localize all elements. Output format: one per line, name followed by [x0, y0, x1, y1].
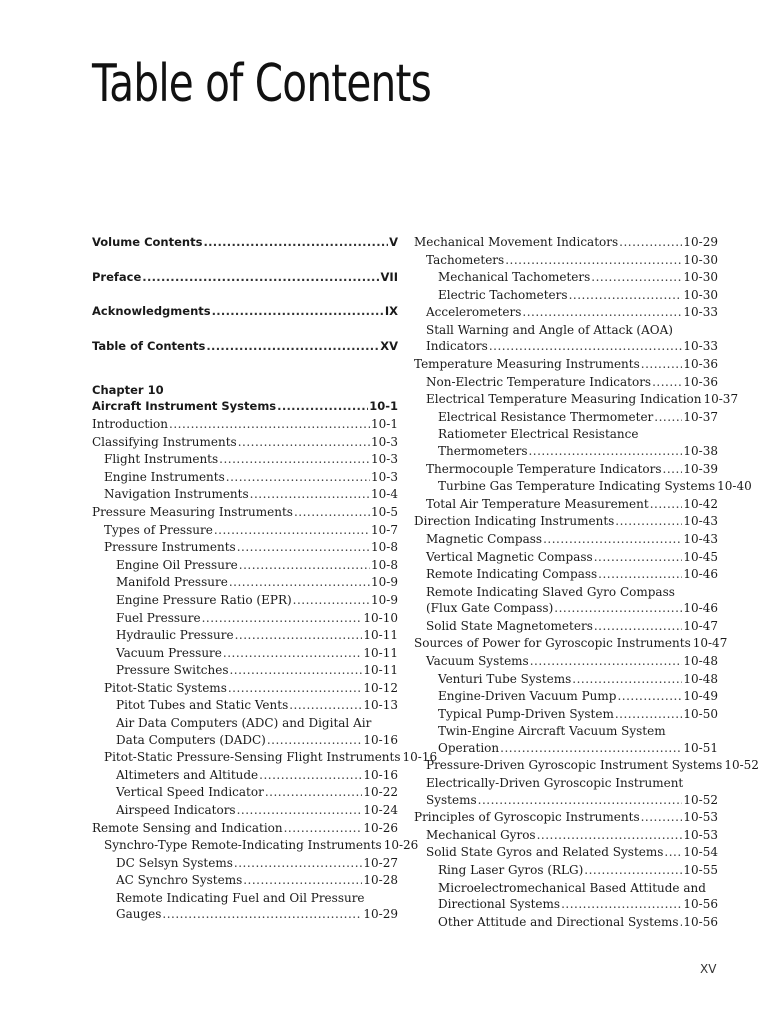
toc-entry[interactable] — [414, 461, 718, 479]
leader-dots — [202, 610, 363, 628]
toc-entry-page: 10-30 — [683, 252, 718, 267]
toc-entry-title: Altimeters and Altitude — [116, 767, 259, 782]
toc-entry-title: Pressure Measuring Instruments — [92, 504, 293, 519]
toc-entry-title: (Flux Gate Compass) — [426, 601, 554, 616]
toc-entry-page: 10-43 — [683, 531, 718, 546]
leader-dots — [537, 827, 683, 845]
leader-dots — [663, 461, 683, 479]
toc-entry-page: 10-10 — [363, 610, 398, 625]
toc-entry-title: Magnetic Compass — [426, 531, 543, 546]
leader-dots — [530, 653, 683, 671]
toc-entry-page: 10-36 — [683, 374, 718, 389]
toc-entry-title: Solid State Gyros and Related Systems — [426, 845, 664, 860]
toc-entry-title: Other Attitude and Directional Systems — [438, 914, 679, 929]
toc-entry-title: Electric Tachometers — [438, 287, 568, 302]
front-matter-list — [92, 234, 398, 372]
leader-dots — [237, 539, 370, 557]
toc-entry[interactable] — [92, 574, 398, 592]
toc-entry-page: 10-16 — [402, 750, 438, 765]
toc-entry-page: 10-37 — [683, 409, 718, 424]
leader-dots — [569, 287, 683, 305]
toc-entry-title: Turbine Gas Temperature Indicating Systems — [438, 479, 716, 494]
toc-entry[interactable] — [414, 478, 752, 496]
toc-entry-title: Pressure-Driven Gyroscopic Instrument Systems — [426, 758, 723, 773]
page-title: Table of Contents — [92, 54, 431, 114]
toc-entry[interactable] — [92, 338, 398, 356]
toc-entry[interactable] — [414, 287, 718, 305]
leader-dots — [229, 574, 370, 592]
leader-dots — [561, 896, 682, 914]
toc-entry-page: 10-52 — [724, 758, 759, 773]
toc-entry-line1: Microelectromechanical Based Attitude and — [438, 880, 706, 895]
page-number: XV — [700, 962, 717, 976]
toc-entry-page: 10-38 — [683, 443, 718, 458]
leader-dots — [223, 645, 363, 663]
toc-entry-page: 10-49 — [683, 689, 718, 704]
leader-dots — [522, 304, 682, 322]
toc-entry-title: Hydraulic Pressure — [116, 628, 234, 643]
leader-dots — [543, 531, 682, 549]
toc-entry[interactable] — [92, 802, 398, 820]
toc-entry-page: 10-11 — [363, 628, 398, 643]
toc-entry-title: DC Selsyn Systems — [116, 855, 233, 870]
toc-entry-title: Non-Electric Temperature Indicators — [426, 374, 652, 389]
toc-entry[interactable] — [414, 688, 718, 706]
toc-entry-page: 10-48 — [683, 671, 718, 686]
toc-entry-title: Manifold Pressure — [116, 575, 228, 590]
toc-entry[interactable] — [92, 539, 398, 557]
toc-entry-page: 10-26 — [363, 820, 398, 835]
leader-dots — [598, 566, 682, 584]
leader-dots — [572, 671, 682, 689]
toc-entry-line1: Air Data Computers (ADC) and Digital Air — [116, 716, 372, 731]
toc-entry-title: Table of Contents — [92, 338, 206, 353]
toc-entry-page: 10-13 — [363, 698, 398, 713]
toc-entry-title: Thermocouple Temperature Indicators — [426, 461, 662, 476]
toc-entry[interactable] — [92, 855, 398, 873]
toc-entry-title: Flight Instruments — [104, 452, 219, 467]
toc-entry-title: Indicators — [426, 339, 488, 354]
toc-entry-title: Classifying Instruments — [92, 434, 237, 449]
leader-dots — [235, 627, 363, 645]
leader-dots — [594, 618, 683, 636]
toc-entry-line1: Remote Indicating Slaved Gyro Compass — [426, 584, 675, 599]
toc-entry-page: IX — [384, 304, 398, 319]
toc-entry[interactable] — [414, 844, 718, 862]
toc-entry[interactable] — [92, 610, 398, 628]
toc-entry-title: Remote Indicating Compass — [426, 567, 598, 582]
toc-entry-title: Data Computers (DADC) — [116, 732, 266, 747]
toc-entry-page: V — [389, 235, 398, 249]
toc-entry[interactable] — [414, 862, 718, 880]
toc-entry-page: 10-56 — [683, 914, 718, 929]
toc-entry-title: Engine-Driven Vacuum Pump — [438, 689, 617, 704]
leader-dots — [641, 356, 683, 374]
toc-entry[interactable] — [92, 469, 398, 487]
toc-entry[interactable] — [92, 504, 398, 522]
toc-entry-page: 10-29 — [363, 907, 398, 922]
toc-entry-title: Acknowledgments — [92, 304, 211, 319]
toc-entry[interactable] — [92, 906, 398, 924]
leader-dots — [594, 549, 683, 567]
leader-dots — [591, 269, 682, 287]
leader-dots — [294, 504, 370, 522]
leader-dots — [259, 767, 362, 785]
toc-entry-page: 10-36 — [683, 357, 718, 372]
toc-entry-title: Venturi Tube Systems — [438, 671, 572, 686]
toc-entry-page: 10-54 — [683, 845, 718, 860]
toc-entry-page: 10-30 — [683, 287, 718, 302]
toc-entry-page: 10-9 — [371, 575, 398, 590]
leader-dots — [664, 844, 682, 862]
leader-dots — [219, 451, 370, 469]
left-entry-list — [92, 416, 438, 924]
toc-entry-title: Pitot Tubes and Static Vents — [116, 698, 289, 713]
toc-entry[interactable] — [414, 338, 718, 356]
toc-entry[interactable] — [414, 896, 718, 914]
toc-entry[interactable] — [414, 740, 718, 758]
toc-entry-title: Vertical Magnetic Compass — [426, 549, 593, 564]
toc-entry[interactable] — [92, 434, 398, 452]
toc-entry-page: 10-4 — [371, 487, 398, 502]
toc-entry[interactable] — [92, 234, 398, 252]
toc-entry[interactable] — [92, 486, 398, 504]
toc-entry-page: 10-26 — [383, 838, 419, 853]
leader-dots — [250, 486, 370, 504]
toc-entry-page: 10-42 — [683, 496, 718, 511]
toc-entry[interactable] — [92, 592, 398, 610]
toc-entry[interactable] — [414, 391, 739, 409]
toc-entry-page: 10-39 — [683, 461, 718, 476]
toc-entry-title: Engine Instruments — [104, 469, 225, 484]
toc-entry-page: 10-51 — [683, 740, 718, 755]
leader-dots — [615, 706, 683, 724]
toc-entry[interactable] — [92, 522, 398, 540]
toc-entry-line1: Stall Warning and Angle of Attack (AOA) — [426, 322, 673, 337]
toc-entry-title: Tachometers — [426, 252, 505, 267]
toc-entry[interactable] — [414, 757, 759, 775]
toc-entry-title: Mechanical Tachometers — [438, 270, 591, 285]
toc-entry-title: Pitot-Static Pressure-Sensing Flight Instruments — [104, 750, 401, 765]
leader-dots — [554, 600, 682, 618]
toc-entry-title: Vertical Speed Indicator — [116, 785, 264, 800]
toc-entry[interactable] — [414, 252, 718, 270]
leader-dots — [226, 469, 370, 487]
toc-entry-page: 10-28 — [363, 873, 398, 888]
leader-dots — [293, 592, 370, 610]
toc-entry-page: 10-46 — [683, 567, 718, 582]
leader-dots — [617, 688, 682, 706]
toc-entry-page: 10-47 — [692, 636, 728, 651]
toc-entry-page: VII — [380, 269, 398, 284]
toc-entry[interactable] — [92, 820, 398, 838]
toc-entry[interactable] — [414, 374, 718, 392]
toc-entry[interactable] — [92, 837, 419, 855]
leader-dots — [169, 416, 370, 434]
toc-entry-title: Ring Laser Gyros (RLG) — [438, 862, 584, 877]
toc-entry[interactable] — [414, 304, 718, 322]
chapter-page: 10-1 — [369, 399, 398, 414]
toc-entry-page: 10-46 — [683, 601, 718, 616]
leader-dots — [680, 914, 683, 932]
toc-entry-page: 10-7 — [371, 522, 398, 537]
toc-entry-page: 10-16 — [363, 732, 398, 747]
leader-dots — [650, 496, 683, 514]
toc-entry-page: 10-40 — [717, 479, 752, 494]
toc-entry-title: Remote Sensing and Indication — [92, 820, 283, 835]
toc-entry-title: Mechanical Gyros — [426, 827, 536, 842]
toc-entry[interactable] — [414, 356, 718, 374]
toc-entry[interactable] — [414, 234, 718, 252]
toc-entry[interactable] — [414, 269, 718, 287]
toc-entry[interactable] — [92, 749, 438, 767]
leader-dots — [214, 522, 370, 540]
leader-dots — [528, 443, 682, 461]
toc-entry-page: 10-43 — [683, 514, 718, 529]
leader-dots — [489, 338, 683, 356]
toc-entry-title: Operation — [438, 740, 500, 755]
leader-dots — [277, 398, 368, 416]
leader-dots — [641, 809, 683, 827]
toc-entry-title: Airspeed Indicators — [116, 802, 236, 817]
toc-entry-page: 10-55 — [683, 862, 718, 877]
toc-entry[interactable] — [92, 416, 398, 434]
leader-dots — [206, 338, 379, 356]
toc-entry[interactable] — [92, 680, 398, 698]
toc-entry[interactable] — [414, 792, 718, 810]
toc-entry-line1: Twin-Engine Aircraft Vacuum System — [438, 724, 666, 739]
toc-entry-title: Typical Pump-Driven System — [438, 706, 614, 721]
toc-entry-page: 10-53 — [683, 827, 718, 842]
toc-entry-title: Solid State Magnetometers — [426, 618, 593, 633]
toc-entry-page: 10-8 — [371, 557, 398, 572]
leader-dots — [265, 784, 363, 802]
toc-entry[interactable] — [92, 872, 398, 890]
toc-entry[interactable] — [414, 443, 718, 461]
toc-entry-page: 10-27 — [363, 855, 398, 870]
right-entry-list — [414, 234, 759, 931]
toc-entry-page: 10-29 — [683, 235, 718, 249]
leader-dots — [500, 740, 682, 758]
toc-entry-title: Fuel Pressure — [116, 610, 201, 625]
toc-entry[interactable] — [414, 566, 718, 584]
toc-entry[interactable] — [92, 662, 398, 680]
toc-entry-page: 10-1 — [371, 416, 398, 431]
toc-entry-page: 10-52 — [683, 792, 718, 807]
leader-dots — [289, 697, 362, 715]
leader-dots — [142, 269, 379, 287]
toc-entry-title: Preface — [92, 269, 142, 284]
toc-entry-title: Mechanical Movement Indicators — [414, 235, 619, 249]
leader-dots — [212, 303, 384, 321]
toc-entry-title: Temperature Measuring Instruments — [414, 357, 640, 372]
toc-entry[interactable] — [414, 409, 718, 427]
toc-entry[interactable] — [414, 600, 718, 618]
toc-entry-title: Engine Pressure Ratio (EPR) — [116, 592, 292, 607]
toc-entry-page: 10-16 — [363, 767, 398, 782]
toc-entry-line1: Electrically-Driven Gyroscopic Instrument — [426, 776, 684, 791]
leader-dots — [619, 234, 682, 252]
toc-entry-page: 10-47 — [683, 618, 718, 633]
toc-entry-title: Total Air Temperature Measurement — [426, 496, 649, 511]
toc-entry[interactable] — [92, 269, 398, 287]
toc-entry-page: 10-8 — [371, 540, 398, 555]
toc-entry-page: 10-3 — [371, 434, 398, 449]
toc-entry-title: Pressure Switches — [116, 663, 229, 678]
toc-entry-title: Volume Contents — [92, 235, 203, 249]
leader-dots — [615, 513, 682, 531]
leader-dots — [229, 662, 362, 680]
leader-dots — [478, 792, 683, 810]
toc-entry-title: Types of Pressure — [104, 522, 213, 537]
toc-right-column — [414, 234, 759, 931]
toc-entry[interactable] — [92, 784, 398, 802]
toc-entry[interactable] — [414, 653, 718, 671]
leader-dots — [584, 862, 682, 880]
toc-entry-title: Principles of Gyroscopic Instruments — [414, 810, 640, 825]
toc-entry[interactable] — [414, 706, 718, 724]
toc-entry-page: 10-48 — [683, 653, 718, 668]
toc-entry-title: Introduction — [92, 416, 168, 431]
toc-entry-page: 10-3 — [371, 469, 398, 484]
toc-entry[interactable] — [414, 914, 718, 932]
chapter-label: Chapter 10 — [92, 383, 164, 398]
leader-dots — [238, 434, 370, 452]
spacer — [92, 321, 398, 338]
toc-entry-page: 10-22 — [363, 785, 398, 800]
spacer — [92, 355, 398, 372]
spacer — [92, 252, 398, 269]
toc-entry[interactable] — [92, 451, 398, 469]
toc-entry-page: 10-33 — [683, 339, 718, 354]
toc-entry-page: 10-11 — [363, 663, 398, 678]
toc-entry[interactable] — [92, 767, 398, 785]
toc-entry[interactable] — [414, 618, 718, 636]
toc-entry-page: 10-30 — [683, 270, 718, 285]
toc-entry-title: Accelerometers — [426, 305, 522, 320]
toc-entry[interactable] — [92, 557, 398, 575]
toc-entry-title: Systems — [426, 792, 477, 807]
toc-entry-page: 10-50 — [683, 706, 718, 721]
leader-dots — [652, 374, 682, 392]
leader-dots — [243, 872, 362, 890]
toc-entry-title: Pitot-Static Systems — [104, 680, 227, 695]
toc-left-column — [92, 234, 438, 924]
toc-entry-title: Engine Oil Pressure — [116, 557, 238, 572]
toc-entry-title: Electrical Temperature Measuring Indication — [426, 392, 702, 407]
toc-entry[interactable] — [414, 809, 718, 827]
toc-entry-title: Navigation Instruments — [104, 487, 249, 502]
toc-entry-title: Thermometers — [438, 443, 528, 458]
toc-entry-page: 10-45 — [683, 549, 718, 564]
toc-entry[interactable] — [414, 549, 718, 567]
leader-dots — [654, 409, 682, 427]
toc-entry[interactable] — [92, 627, 398, 645]
leader-dots — [203, 234, 388, 252]
toc-entry-page: 10-56 — [683, 897, 718, 911]
toc-entry[interactable] — [92, 303, 398, 321]
leader-dots — [505, 252, 682, 270]
toc-entry-title: Vacuum Systems — [426, 653, 529, 668]
toc-entry[interactable] — [414, 671, 718, 689]
leader-dots — [237, 802, 363, 820]
toc-entry-page: 10-24 — [363, 802, 398, 817]
toc-entry-line1: Remote Indicating Fuel and Oil Pressure — [116, 890, 365, 905]
toc-entry-title: Electrical Resistance Thermometer — [438, 409, 654, 424]
toc-entry[interactable] — [92, 732, 398, 750]
toc-entry-page: 10-37 — [703, 392, 739, 407]
toc-entry[interactable] — [414, 531, 718, 549]
toc-entry-line1: Ratiometer Electrical Resistance — [438, 427, 639, 442]
toc-entry-page: 10-53 — [683, 810, 718, 825]
toc-entry-page: 10-5 — [371, 504, 398, 519]
toc-entry[interactable] — [92, 697, 398, 715]
chapter-entry[interactable] — [92, 398, 398, 416]
toc-entry[interactable] — [414, 635, 728, 653]
toc-entry-title: Sources of Power for Gyroscopic Instruments — [414, 636, 691, 651]
toc-entry[interactable] — [414, 496, 718, 514]
toc-entry-title: Pressure Instruments — [104, 540, 236, 555]
leader-dots — [239, 557, 370, 575]
toc-entry[interactable] — [92, 645, 398, 663]
toc-entry-page: XV — [380, 338, 398, 353]
leader-dots — [162, 906, 362, 924]
toc-entry-title: Direction Indicating Instruments — [414, 514, 615, 529]
chapter-title: Aircraft Instrument Systems — [92, 399, 277, 414]
toc-entry-title: AC Synchro Systems — [116, 873, 243, 888]
spacer — [92, 286, 398, 303]
toc-entry[interactable] — [414, 513, 718, 531]
leader-dots — [284, 820, 363, 838]
toc-entry-page: 10-3 — [371, 452, 398, 467]
toc-entry-page: 10-9 — [371, 592, 398, 607]
toc-entry-title: Directional Systems — [438, 897, 561, 911]
toc-entry-page: 10-11 — [363, 645, 398, 660]
toc-entry-title: Gauges — [116, 907, 162, 922]
leader-dots — [228, 680, 363, 698]
toc-entry-title: Vacuum Pressure — [116, 645, 222, 660]
toc-entry-page: 10-33 — [683, 305, 718, 320]
leader-dots — [267, 732, 363, 750]
toc-entry-page: 10-12 — [363, 680, 398, 695]
toc-entry[interactable] — [414, 827, 718, 845]
toc-entry-title: Synchro-Type Remote-Indicating Instruments — [104, 838, 382, 853]
leader-dots — [234, 855, 363, 873]
